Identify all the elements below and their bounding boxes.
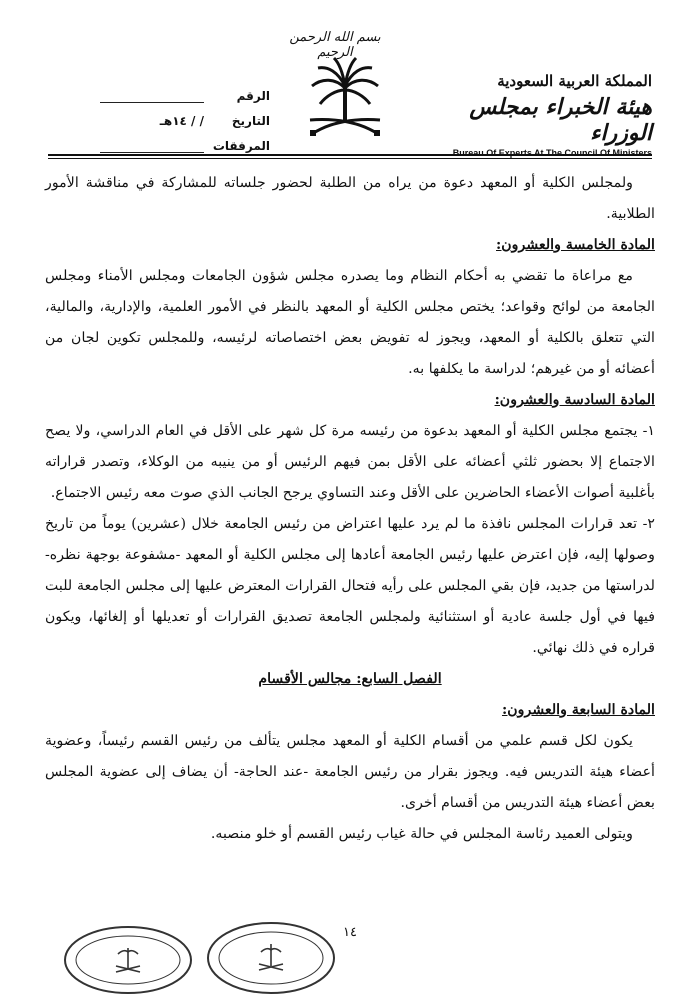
article-25-heading: المادة الخامسة والعشرون: [496,237,655,253]
ref-number-line [100,88,204,103]
organization-block [432,72,652,158]
chapter-7-heading: الفصل السابع: مجالس الأقسام [258,671,442,687]
reference-block [100,78,270,153]
palm-swords-emblem-icon [300,50,390,140]
header-rule-thin [48,158,652,159]
basmala: بسم الله الرحمن الرحيم [289,30,381,60]
official-seal-left-icon [62,924,194,996]
ref-number-label: الرقم [236,89,270,103]
date-row [100,103,270,128]
header-rule [48,154,652,156]
date-value: / / ١٤هـ [159,114,204,128]
article-26-heading: المادة السادسة والعشرون: [494,392,655,408]
official-seal-right-icon [205,920,337,996]
org-bureau-name: هيئة الخبراء بمجلس الوزراء [469,94,652,146]
attachments-label: المرفقات [212,139,270,153]
article-26-clause-1: ١- يجتمع مجلس الكلية أو المعهد بدعوة من رئيسه مرة كل شهر على الأقل في العام الدراسي، ولا يصح الاجتماع إلا بحضور ثلثي أعضائه على الأقل بمن فيهم الرئيس أو من ينيبه من الوكلاء، وتصدر قراراته بأغلبية أصوات الأعضاء الحاضرين على الأقل وعند التساوي يرجح الجانب الذي صوت معه رئيس الاجتماع. [45,423,655,501]
article-27-text-2: ويتولى العميد رئاسة المجلس في حالة غياب رئيس القسم أو خلو منصبه. [210,826,633,842]
attachments-row [100,128,270,153]
org-english-name: Bureau Of Experts At The Council Of Ministers [452,148,652,158]
org-country-name: المملكة العربية السعودية [497,72,652,90]
article-27-heading: المادة السابعة والعشرون: [501,702,655,718]
letterhead [0,0,700,160]
article-27-text: يكون لكل قسم علمي من أقسام الكلية أو المعهد مجلس يتألف من رئيس القسم رئيساً، وعضوية أعضاء هيئة التدريس فيه. ويجوز بقرار من رئيس الجامعة -عند الحاجة- أن يضاف إلى عضوية المجلس بعض أعضاء هيئة التدريس من أقسام أخرى. [45,733,655,811]
paragraph-continuation: ولمجلس الكلية أو المعهد دعوة من يراه من الطلبة لحضور جلساته للمشاركة في مناقشة الأمور الطلابية. [45,175,655,222]
document-body [45,168,655,850]
page-number: ١٤ [343,925,357,940]
attachments-line [100,138,204,153]
article-25-text: مع مراعاة ما تقضي به أحكام النظام وما يصدره مجلس شؤون الجامعات ومجلس الأمناء ومجلس الجامعة من لوائح وقواعد؛ يختص مجلس الكلية أو المعهد بالنظر في الأمور العلمية، والإدارية، والمالية، التي تتعلق بالكلية أو المعهد، ويجوز له تفويض بعض اختصاصاته لرئيسه، وللمجلس تكوين لجان من أعضائه أو من غيرهم؛ لدراسة ما يكلفها به. [45,268,655,377]
article-26-clause-2: ٢- تعد قرارات المجلس نافذة ما لم يرد عليها اعتراض من رئيس الجامعة خلال (عشرين) يوماً من تاريخ وصولها إليه، فإن اعترض عليها رئيس الجامعة أعادها إلى مجلس الكلية أو المعهد -مشفوعة بوجهة نظره- لدراستها من جديد، فإن بقي المجلس على رأيه فتحال القرارات المعترض عليها إلى مجلس الجامعة للبت فيها في أول جلسة عادية أو استثنائية ولمجلس الجامعة تصديق القرارات أو تعديلها أو إلغائها، ويكون قراره في ذلك نهائي. [45,516,655,656]
ref-number-row [100,78,270,103]
date-label: التاريخ [231,114,270,128]
